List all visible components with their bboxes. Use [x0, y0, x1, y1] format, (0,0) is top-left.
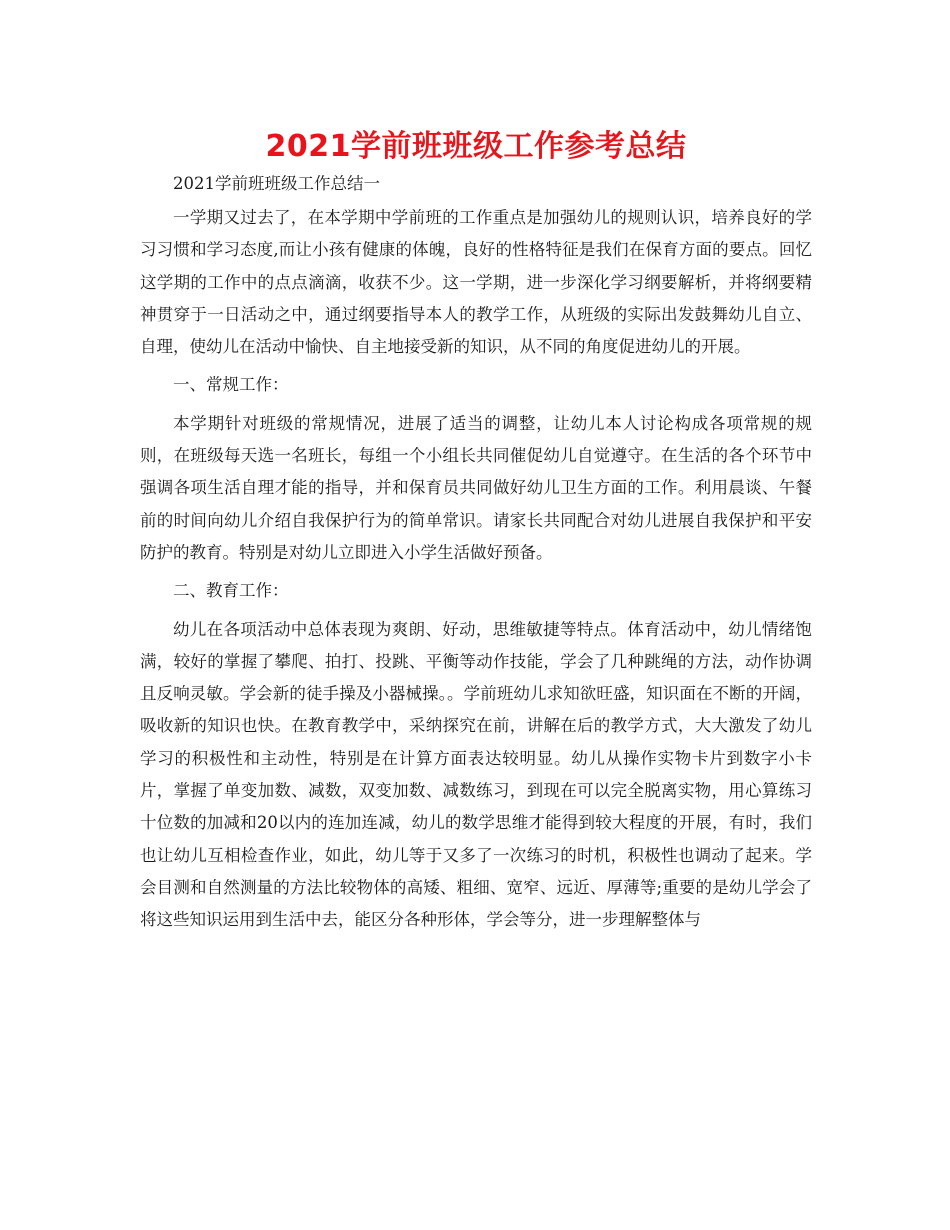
- section-body-routine: 本学期针对班级的常规情况，进展了适当的调整，让幼儿本人讨论构成各项常规的规则，在班级每天选一名班长，每组一个小组长共同催促幼儿自觉遵守。在生活的各个环节中强调各项生活自理才能的指导，并和保育员共同做好幼儿卫生方面的工作。利用晨谈、午餐前的时间向幼儿介绍自我保护行为的简单常识。请家长共同配合对幼儿进展自我保护和平安防护的教育。特别是对幼儿立即进入小学生活做好预备。: [140, 413, 812, 562]
- section-body-education: 幼儿在各项活动中总体表现为爽朗、好动，思维敏捷等特点。体育活动中，幼儿情绪饱满，较好的掌握了攀爬、拍打、投跳、平衡等动作技能，学会了几种跳绳的方法，动作协调且反响灵敏。学会新的徒手操及小器械操。。学前班幼儿求知欲旺盛，知识面在不断的开阔，吸收新的知识也快。在教育教学中，采纳探究在前，讲解在后的教学方式，大大激发了幼儿学习的积极性和主动性，特别是在计算方面表达较明显。幼儿从操作实物卡片到数字小卡片，掌握了单变加数、减数，双变加数、减数练习，到现在可以完全脱离实物，用心算练习十位数的加减和20以内的连加连减，幼儿的数学思维才能得到较大程度的开展，有时，我们也让幼儿互相检查作业，如此，幼儿等于又多了一次练习的时机，积极性也调动了起来。学会目测和自然测量的方法比较物体的高矮、粗细、宽窄、远近、厚薄等;重要的是幼儿学会了将这些知识运用到生活中去，能区分各种形体，学会等分，进一步理解整体与: [140, 619, 812, 930]
- document-title: 2021学前班班级工作参考总结: [265, 129, 687, 164]
- document-subtitle: 2021学前班班级工作总结一: [173, 174, 380, 193]
- section-heading-education: 二、教育工作：: [173, 581, 289, 601]
- intro-paragraph: 一学期又过去了，在本学期中学前班的工作重点是加强幼儿的规则认识，培养良好的学习习惯和学习态度,而让小孩有健康的体魄，良好的性格特征是我们在保育方面的要点。回忆这学期的工作中的点点滴滴，收获不少。这一学期，进一步深化学习纲要解析，并将纲要精神贯穿于一日活动之中，通过纲要指导本人的教学工作，从班级的实际出发鼓舞幼儿自立、自理，使幼儿在活动中愉快、自主地接受新的知识，从不同的角度促进幼儿的开展。: [140, 208, 812, 357]
- document-page: [140, 126, 812, 937]
- section-heading-routine: 一、常规工作：: [173, 375, 289, 395]
